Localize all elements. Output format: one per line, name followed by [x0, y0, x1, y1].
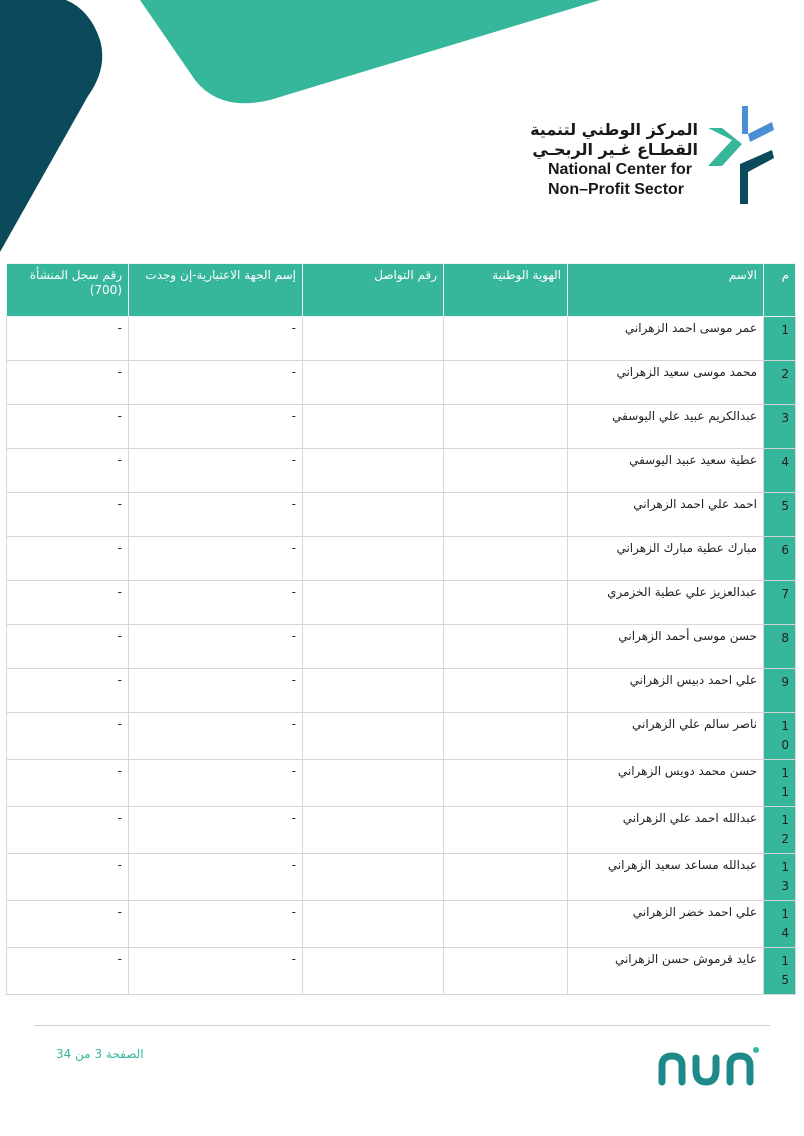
- row-contact: [303, 537, 444, 581]
- table-row: [7, 854, 796, 901]
- row-index-label: 9: [781, 675, 789, 689]
- header-name: الاسم: [568, 264, 764, 317]
- row-contact: [303, 854, 444, 901]
- header-entity-reg: رقم سجل المنشأة (700): [7, 264, 129, 317]
- footer-divider: [34, 1025, 770, 1026]
- row-national-id: [444, 669, 568, 713]
- table-row: [7, 405, 796, 449]
- header-index: م: [764, 264, 796, 317]
- row-name: عبدالكريم عبيد علي اليوسفي: [568, 405, 764, 449]
- row-entity-name: -: [129, 317, 303, 361]
- row-national-id: [444, 537, 568, 581]
- row-index: [764, 760, 796, 807]
- row-name: محمد موسى سعيد الزهراني: [568, 361, 764, 405]
- row-entity-name: -: [129, 669, 303, 713]
- row-entity-reg: -: [7, 807, 129, 854]
- row-name: عبدالله مساعد سعيد الزهراني: [568, 854, 764, 901]
- row-national-id: [444, 713, 568, 760]
- row-index-label: 2: [781, 367, 789, 381]
- row-name: علي احمد دبيس الزهراني: [568, 669, 764, 713]
- table-row: [7, 449, 796, 493]
- table-row: [7, 901, 796, 948]
- members-table: [6, 263, 796, 995]
- row-entity-reg: -: [7, 625, 129, 669]
- logo-text: [530, 120, 698, 200]
- row-index: [764, 493, 796, 537]
- table-row: [7, 361, 796, 405]
- row-entity-reg: -: [7, 449, 129, 493]
- row-entity-reg: -: [7, 317, 129, 361]
- table-row: [7, 948, 796, 995]
- row-index-label: 13: [781, 860, 789, 893]
- row-name: عمر موسى احمد الزهراني: [568, 317, 764, 361]
- row-index: [764, 317, 796, 361]
- row-name: حسن محمد دويس الزهراني: [568, 760, 764, 807]
- row-contact: [303, 449, 444, 493]
- row-national-id: [444, 493, 568, 537]
- row-entity-name: -: [129, 713, 303, 760]
- row-index: [764, 901, 796, 948]
- row-contact: [303, 405, 444, 449]
- row-index: [764, 713, 796, 760]
- row-national-id: [444, 807, 568, 854]
- table-row: [7, 625, 796, 669]
- row-entity-name: -: [129, 581, 303, 625]
- row-contact: [303, 760, 444, 807]
- row-index: [764, 361, 796, 405]
- row-index-label: 1: [781, 323, 789, 337]
- row-entity-name: -: [129, 405, 303, 449]
- table-row: [7, 493, 796, 537]
- row-entity-name: -: [129, 901, 303, 948]
- row-name: عطية سعيد عبيد اليوسفي: [568, 449, 764, 493]
- row-entity-reg: -: [7, 901, 129, 948]
- logo-arabic-line-2: القطـاع غـير الربحـي: [532, 140, 698, 159]
- row-index: [764, 581, 796, 625]
- row-national-id: [444, 449, 568, 493]
- row-index: [764, 948, 796, 995]
- row-national-id: [444, 361, 568, 405]
- nawn-logo-icon: [656, 1046, 762, 1090]
- row-index-label: 10: [781, 719, 789, 752]
- row-name: عبدالعزيز علي عطية الخزمري: [568, 581, 764, 625]
- page-number: الصفحة 3 من 34: [56, 1047, 144, 1061]
- row-national-id: [444, 760, 568, 807]
- table-row: [7, 760, 796, 807]
- row-contact: [303, 901, 444, 948]
- row-national-id: [444, 581, 568, 625]
- row-index: [764, 625, 796, 669]
- logo-english-line-2: Non–Profit Sector: [548, 181, 685, 198]
- table-row: [7, 581, 796, 625]
- table-header-row: [7, 264, 796, 317]
- row-entity-reg: -: [7, 760, 129, 807]
- row-national-id: [444, 625, 568, 669]
- row-national-id: [444, 405, 568, 449]
- row-contact: [303, 807, 444, 854]
- logo-english-line-1: National Center for: [548, 161, 693, 178]
- table-row: [7, 317, 796, 361]
- row-entity-reg: -: [7, 493, 129, 537]
- row-index: [764, 537, 796, 581]
- row-entity-name: -: [129, 361, 303, 405]
- row-entity-reg: -: [7, 581, 129, 625]
- row-contact: [303, 581, 444, 625]
- row-entity-reg: -: [7, 669, 129, 713]
- row-index: [764, 807, 796, 854]
- row-entity-reg: -: [7, 854, 129, 901]
- row-index: [764, 449, 796, 493]
- row-index-label: 8: [781, 631, 789, 645]
- row-index: [764, 405, 796, 449]
- row-index-label: 5: [781, 499, 789, 513]
- row-entity-name: -: [129, 493, 303, 537]
- row-entity-name: -: [129, 807, 303, 854]
- row-name: احمد علي احمد الزهراني: [568, 493, 764, 537]
- row-index-label: 6: [781, 543, 789, 557]
- row-contact: [303, 493, 444, 537]
- row-contact: [303, 317, 444, 361]
- row-national-id: [444, 854, 568, 901]
- row-name: عايد قرموش حسن الزهراني: [568, 948, 764, 995]
- row-entity-reg: -: [7, 713, 129, 760]
- row-entity-name: -: [129, 854, 303, 901]
- header-entity-name: إسم الجهة الاعتبارية-إن وجدت: [129, 264, 303, 317]
- decorative-teal-shape: [0, 0, 804, 110]
- row-national-id: [444, 317, 568, 361]
- row-entity-name: -: [129, 760, 303, 807]
- table-row: [7, 807, 796, 854]
- ncnp-mark-icon: [702, 104, 776, 208]
- row-index: [764, 854, 796, 901]
- table-row: [7, 713, 796, 760]
- row-contact: [303, 713, 444, 760]
- header-national-id: الهوية الوطنية: [444, 264, 568, 317]
- row-index-label: 7: [781, 587, 789, 601]
- row-entity-name: -: [129, 449, 303, 493]
- logo-arabic-line-1: المركز الوطني لتنمية: [530, 120, 698, 139]
- row-name: ناصر سالم علي الزهراني: [568, 713, 764, 760]
- row-index-label: 11: [781, 766, 789, 799]
- row-name: مبارك عطية مبارك الزهراني: [568, 537, 764, 581]
- row-entity-reg: -: [7, 361, 129, 405]
- ncnp-logo: [530, 104, 776, 208]
- row-contact: [303, 669, 444, 713]
- row-index-label: 14: [781, 907, 789, 940]
- header-contact: رقم التواصل: [303, 264, 444, 317]
- row-contact: [303, 948, 444, 995]
- row-entity-reg: -: [7, 537, 129, 581]
- table-row: [7, 537, 796, 581]
- row-index-label: 15: [781, 954, 789, 987]
- row-entity-reg: -: [7, 405, 129, 449]
- row-contact: [303, 625, 444, 669]
- row-name: علي احمد خضر الزهراني: [568, 901, 764, 948]
- row-entity-name: -: [129, 948, 303, 995]
- row-name: حسن موسى أحمد الزهراني: [568, 625, 764, 669]
- row-index: [764, 669, 796, 713]
- row-index-label: 3: [781, 411, 789, 425]
- row-entity-name: -: [129, 625, 303, 669]
- row-national-id: [444, 901, 568, 948]
- row-national-id: [444, 948, 568, 995]
- row-index-label: 12: [781, 813, 789, 846]
- row-contact: [303, 361, 444, 405]
- row-entity-reg: -: [7, 948, 129, 995]
- table-row: [7, 669, 796, 713]
- row-index-label: 4: [781, 455, 789, 469]
- row-name: عبدالله احمد علي الزهراني: [568, 807, 764, 854]
- row-entity-name: -: [129, 537, 303, 581]
